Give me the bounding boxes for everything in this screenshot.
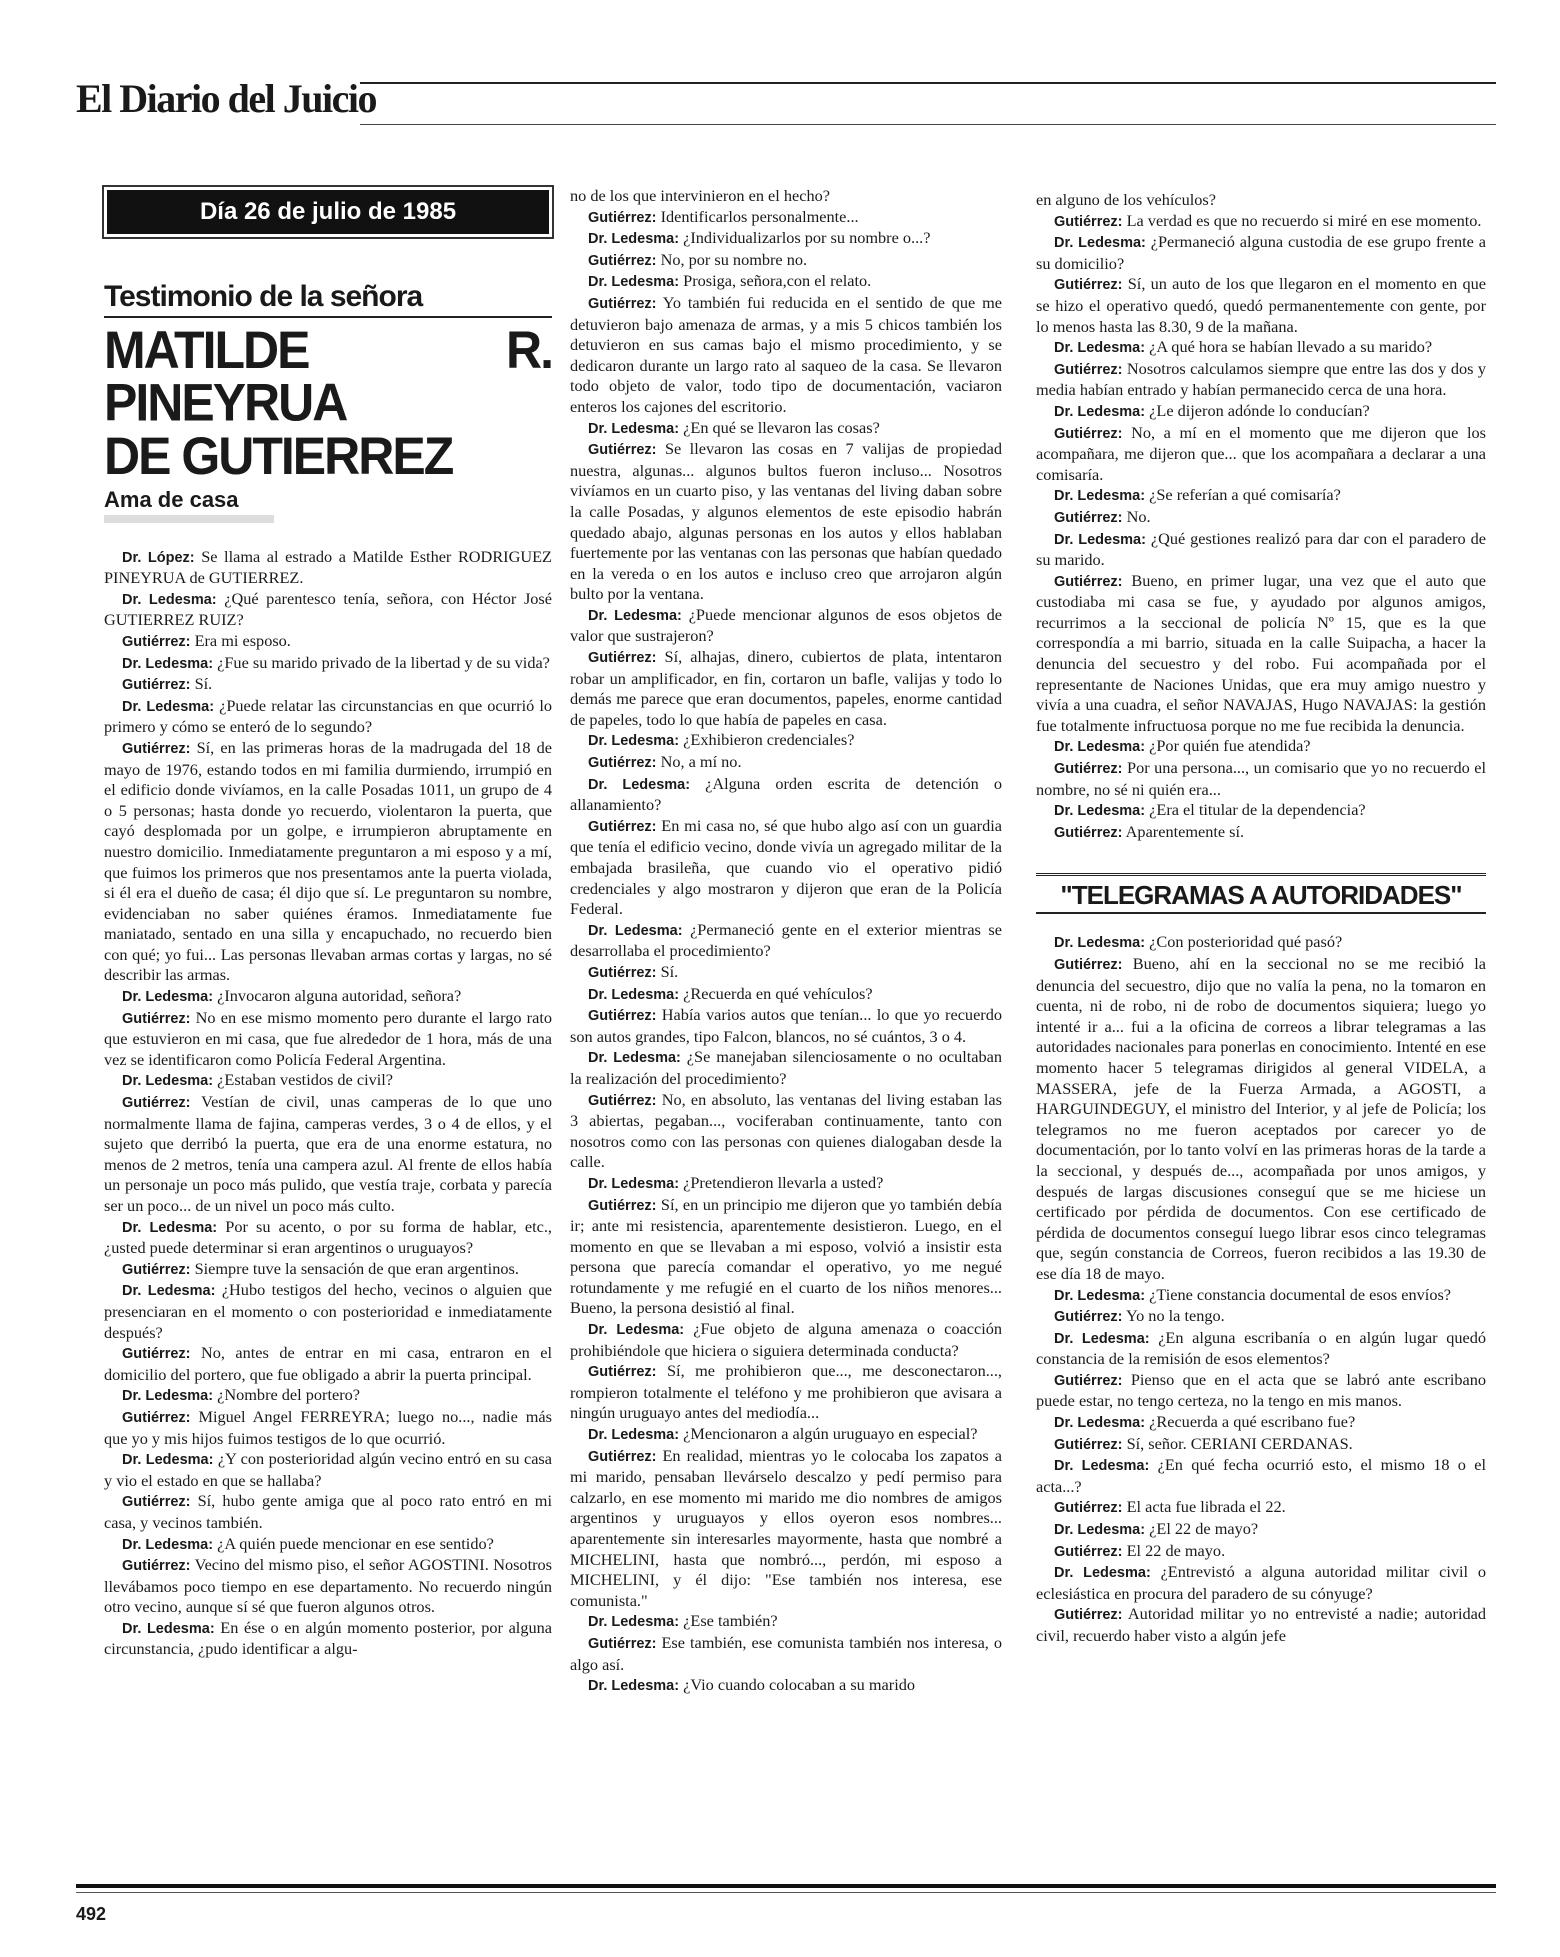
speech-text: Sí, señor. CERIANI CERDANAS.	[1122, 1433, 1353, 1453]
transcript-paragraph	[1036, 1604, 1486, 1646]
publication-title: El Diario del Juicio	[76, 76, 376, 121]
speech-text: ¿Por quién fue atendida?	[1145, 736, 1311, 756]
speech-text: ¿Pretendieron llevarla a usted?	[679, 1172, 884, 1192]
speaker-label: Gutiérrez:	[1054, 573, 1123, 590]
speaker-label: Gutiérrez:	[1054, 277, 1123, 294]
speech-text: No, antes de entrar en mi casa, entraron en el domicilio del portero, que fue obligado a abrir la puerta principal.	[104, 1343, 552, 1384]
speaker-label: Gutiérrez:	[1054, 509, 1123, 526]
transcript-paragraph	[104, 653, 552, 675]
speech-text: en alguno de los vehículos?	[1036, 190, 1216, 209]
transcript-paragraph	[570, 250, 1002, 272]
speaker-label: Gutiérrez:	[588, 755, 657, 772]
speaker-label: Dr. Ledesma:	[122, 1536, 214, 1553]
transcript-paragraph	[104, 1008, 552, 1071]
speaker-label: Dr. Ledesma:	[122, 989, 214, 1006]
section-heading: "TELEGRAMAS A AUTORIDADES"	[1036, 873, 1486, 914]
speaker-label: Gutiérrez:	[588, 1197, 657, 1214]
transcript-paragraph	[104, 1343, 552, 1385]
transcript-paragraph	[104, 1070, 552, 1092]
column-3	[1036, 190, 1486, 1647]
speaker-label: Dr. Ledesma:	[1054, 1415, 1146, 1432]
speaker-label: Gutiérrez:	[1054, 1500, 1123, 1517]
transcript-paragraph	[570, 1446, 1002, 1612]
speaker-label: Gutiérrez:	[1054, 1309, 1123, 1326]
transcript-paragraph	[1036, 337, 1486, 359]
headline-underbar	[104, 515, 274, 523]
transcript-paragraph	[104, 631, 552, 653]
speaker-label: Dr. Ledesma:	[1054, 403, 1146, 420]
speaker-label: Gutiérrez:	[122, 1494, 191, 1511]
speech-text: ¿Y con posterioridad algún vecino entró en su casa y vio el estado en que se hallaba?	[104, 1449, 552, 1490]
speech-text: No.	[1122, 506, 1151, 526]
transcript-paragraph	[570, 439, 1002, 605]
speech-text: ¿Puede mencionar algunos de esos objetos de valor que sustrajeron?	[570, 604, 1002, 646]
speaker-label: Dr. Ledesma:	[588, 1678, 680, 1695]
transcript-paragraph	[104, 696, 552, 738]
speaker-label: Dr. Ledesma:	[122, 591, 217, 608]
transcript-paragraph	[1036, 232, 1486, 274]
speech-text: ¿En alguna escribanía o en algún lugar quedó constancia de la remisión de esos elementos?	[1036, 1327, 1486, 1369]
transcript-col2	[570, 186, 1002, 1697]
transcript-paragraph	[1036, 401, 1486, 423]
transcript-paragraph	[570, 293, 1002, 418]
speaker-label: Dr. Ledesma:	[122, 1073, 214, 1090]
speech-text: ¿Le dijeron adónde lo conducían?	[1145, 400, 1370, 420]
speech-text: ¿Se manejaban silenciosamente o no ocultaban la realización del procedimiento?	[570, 1047, 1002, 1088]
transcript-paragraph	[1036, 485, 1486, 507]
speaker-label: Dr. Ledesma:	[1054, 1522, 1146, 1539]
speaker-label: Gutiérrez:	[1054, 1607, 1123, 1624]
speaker-label: Dr. Ledesma:	[1054, 1287, 1146, 1304]
transcript-paragraph	[1036, 190, 1486, 211]
speech-text: El acta fue librada el 22.	[1122, 1497, 1286, 1517]
speech-text: Ese también, ese comunista también nos interesa, o algo así.	[570, 1632, 1002, 1674]
transcript-paragraph	[1036, 1328, 1486, 1370]
transcript-paragraph	[1036, 954, 1486, 1285]
speaker-label: Dr. Ledesma:	[588, 733, 680, 750]
transcript-paragraph	[570, 1173, 1002, 1195]
speech-text: No, en absoluto, las ventanas del living estaban las 3 abiertas, pegaban..., vociferaban continuamente, tanto con nosotros como con las personas con quienes dialogaban desde la calle.	[570, 1089, 1002, 1172]
speech-text: En mi casa no, sé que hubo algo así con un guardia que tenía el edificio vecino, donde vivía un agregado militar de la embajada brasileña, que cuando vio el operativo pidió credenciales y algo mostraron y dijeron que eran de la Policía Federal.	[570, 815, 1002, 919]
speaker-label: Gutiérrez:	[1054, 824, 1123, 841]
speaker-label: Gutiérrez:	[588, 1635, 657, 1652]
transcript-paragraph	[570, 186, 1002, 207]
speech-text: Yo no la tengo.	[1122, 1306, 1225, 1326]
speaker-label: Gutiérrez:	[588, 1092, 657, 1109]
speech-text: Yo también fui reducida en el sentido de que me detuvieron bajo amenaza de armas, y a mis 5 chicos también los detuvieron en sus camas bajo el mismo procedimiento, y se dedicaron durante un largo rato al saqueo de la casa. Se llevaron todo objeto de valor, todo tipo de documentación, vaciaron enteros los cajones del escritorio.	[570, 292, 1002, 416]
transcript-paragraph	[1036, 211, 1486, 233]
transcript-paragraph	[570, 962, 1002, 984]
speech-text: ¿Invocaron alguna autoridad, señora?	[213, 986, 462, 1006]
speaker-label: Gutiérrez:	[1054, 957, 1123, 973]
speech-text: ¿Fue su marido privado de la libertad y de su vida?	[213, 652, 550, 672]
speaker-label: Dr. Ledesma:	[588, 986, 680, 1003]
column-2	[570, 186, 1002, 1697]
speaker-label: Dr. Ledesma:	[1054, 935, 1146, 952]
speech-text: ¿A qué hora se habían llevado a su marido?	[1145, 337, 1433, 357]
transcript-paragraph	[104, 547, 552, 589]
speaker-label: Dr. Ledesma:	[1054, 1330, 1150, 1347]
transcript-paragraph	[104, 1618, 552, 1660]
transcript-paragraph	[1036, 1285, 1486, 1307]
speech-text: ¿Recuerda a qué escribano fue?	[1145, 1412, 1356, 1432]
transcript-paragraph	[104, 1407, 552, 1449]
speaker-label: Gutiérrez:	[588, 442, 657, 459]
speaker-label: Gutiérrez:	[588, 252, 657, 269]
speech-text: no de los que intervinieron en el hecho?	[570, 186, 830, 205]
transcript-paragraph	[570, 1090, 1002, 1173]
footer-rule-thick	[76, 1884, 1496, 1888]
transcript-paragraph	[104, 1217, 552, 1259]
transcript-paragraph	[1036, 758, 1486, 800]
transcript-paragraph	[1036, 736, 1486, 758]
transcript-paragraph	[104, 1491, 552, 1533]
speech-text: Sí.	[190, 674, 213, 694]
speaker-label: Dr. Ledesma:	[588, 1427, 680, 1444]
speech-text: ¿A quién puede mencionar en ese sentido?	[213, 1533, 494, 1553]
speech-text: En realidad, mientras yo le colocaba los zapatos a mi marido, pensaban llevárselo descalzo y pedí permiso para calzarlo, en ese momento mi marido me dio nombres de amigos argentinos y uruguayos y ellos oyeron esos nombres... aparentemente sin interesarles mayormente, hasta que nombré a MICHELINI, hasta que nombró..., perdón, mi esposo a MICHELINI, y él dijo: "Ese también nos interesa, ese comunista."	[570, 1445, 1002, 1610]
transcript-paragraph	[104, 738, 552, 986]
speaker-label: Dr. Ledesma:	[588, 922, 683, 939]
speaker-label: Gutiérrez:	[122, 633, 191, 650]
transcript-paragraph	[104, 986, 552, 1008]
transcript-paragraph	[104, 1449, 552, 1491]
speech-text: Sí, me prohibieron que..., me desconectaron..., rompieron totalmente el teléfono y me prohibieron que avisara a ningún uruguayo antes del mediodía...	[570, 1361, 1002, 1423]
speaker-label: Gutiérrez:	[588, 964, 657, 981]
speaker-label: Dr. Ledesma:	[122, 655, 214, 672]
transcript-paragraph	[570, 1361, 1002, 1424]
transcript-paragraph	[570, 752, 1002, 774]
transcript-paragraph	[1036, 1519, 1486, 1541]
transcript-paragraph	[104, 1534, 552, 1556]
speech-text: ¿Tiene constancia documental de esos envíos?	[1145, 1284, 1452, 1304]
speech-text: ¿Estaban vestidos de civil?	[213, 1070, 394, 1090]
transcript-paragraph	[570, 1424, 1002, 1446]
transcript-paragraph	[1036, 1541, 1486, 1563]
speech-text: Bueno, en primer lugar, una vez que el auto que custodiaba mi casa se fue, y ayudado por algunos amigos, recurrimos a la seccional de policía Nº 15, que es la que correspondía a mi barrio, situada en la calle Suipacha, a hacer la denuncia del secuestro y del robo. Fui acompañada por el representante de Naciones Unidas, que era muy amigo nuestro y vivía a una cuadra, el señor NAVAJAS, Hugo NAVAJAS: la gestión fue totalmente infructuosa porque no me fue recibida la denuncia.	[1036, 570, 1486, 735]
transcript-paragraph	[104, 1385, 552, 1407]
speech-text: Aparentemente sí.	[1122, 821, 1245, 841]
transcript-paragraph	[1036, 1497, 1486, 1519]
transcript-paragraph	[104, 1555, 552, 1618]
speech-text: ¿Ese también?	[679, 1611, 778, 1631]
speaker-label: Gutiérrez:	[588, 209, 657, 226]
headline-kicker: Testimonio de la señora	[104, 280, 552, 318]
transcript-paragraph	[1036, 800, 1486, 822]
transcript-paragraph	[104, 1259, 552, 1281]
speaker-label: Gutiérrez:	[122, 1261, 191, 1278]
speech-text: En ése o en algún momento posterior, por alguna circunstancia, ¿pudo identificar a algu-	[104, 1617, 552, 1659]
speaker-label: Dr. Ledesma:	[588, 1175, 680, 1192]
speaker-label: Dr. Ledesma:	[122, 1219, 218, 1236]
speech-text: Era mi esposo.	[190, 630, 291, 650]
transcript-paragraph	[570, 647, 1002, 730]
speaker-label: Dr. Ledesma:	[588, 1050, 681, 1067]
speaker-label: Dr. Ledesma:	[1054, 531, 1146, 548]
transcript-paragraph	[1036, 571, 1486, 737]
speech-text: ¿Se referían a qué comisaría?	[1145, 485, 1341, 505]
speech-text: Sí.	[656, 961, 679, 981]
speaker-label: Dr. Ledesma:	[122, 698, 215, 715]
speaker-label: Gutiérrez:	[122, 1409, 191, 1426]
speech-text: Se llama al estrado a Matilde Esther RODRIGUEZ PINEYRUA de GUTIERREZ.	[104, 546, 553, 588]
transcript-paragraph	[570, 1047, 1002, 1089]
transcript-paragraph	[570, 605, 1002, 647]
speech-text: ¿Recuerda en qué vehículos?	[679, 983, 873, 1003]
footer-rule-thin	[76, 1892, 1496, 1893]
transcript-paragraph	[570, 730, 1002, 752]
transcript-paragraph	[104, 1280, 552, 1343]
transcript-paragraph	[1036, 423, 1486, 486]
masthead	[76, 72, 1496, 134]
speech-text: Autoridad militar yo no entrevisté a nadie; autoridad civil, recuerdo haber visto a algún jefe	[1036, 1604, 1486, 1645]
speech-text: Nosotros calculamos siempre que entre las dos y dos y media habían entrado y habían permanecido cerca de una hora.	[1036, 358, 1486, 400]
speaker-label: Dr. Ledesma:	[588, 776, 691, 793]
speaker-label: Gutiérrez:	[588, 650, 657, 667]
speech-text: ¿Mencionaron a algún uruguayo en especial?	[679, 1424, 978, 1444]
speech-text: Por una persona..., un comisario que yo no recuerdo el nombre, no sé ni quién era...	[1036, 758, 1486, 799]
speaker-label: Gutiérrez:	[588, 1364, 657, 1381]
speech-text: No, a mí en el momento que me dijeron que los acompañara, me dijeron que... que los acompañara a declarar a una comisaría.	[1036, 422, 1486, 484]
speaker-label: Dr. Ledesma:	[1054, 739, 1146, 756]
speech-text: No en ese mismo momento pero durante el largo rato que estuvieron en mi casa, que fue alrededor de 1 hora, más de una vez se identificaron como Policía Federal Argentina.	[104, 1007, 552, 1069]
transcript-paragraph	[1036, 822, 1486, 844]
speaker-label: Dr. Ledesma:	[588, 231, 680, 248]
transcript-paragraph	[570, 1195, 1002, 1320]
speaker-label: Gutiérrez:	[122, 1346, 191, 1363]
transcript-paragraph	[1036, 1370, 1486, 1412]
speaker-label: Dr. Ledesma:	[122, 1283, 216, 1300]
speech-text: ¿Qué gestiones realizó para dar con el paradero de su marido.	[1036, 528, 1486, 570]
speaker-label: Dr. Ledesma:	[588, 1322, 685, 1339]
speech-text: Bueno, ahí en la seccional no se me recibió la denuncia del secuestro, dijo que no valía la pena, no la tomaron en cuenta, ni de robo, ni de robo de documentos siquiera; luego yo intenté ir a... fui a la oficina de correos a librar telegramas a las autoridades nacionales para ponerlas en conocimiento. Intenté en ese momento hacer 5 telegramas dirigidos al general VIDELA, a MASSERA, jefe de la Fuerza Armada, a AGOSTI, a HARGUINDEGUY, el ministro del Interior, y al jefe de Policía; los telegramos no me fueron aceptados por carecer yo de documentación, por lo tanto volví en las primeras horas de la tarde a la seccional, y después de..., acompañada por unos amigos, y después de largas discusiones conseguí que se me hiciese un certificado por pérdida de documentos. Con ese certificado de pérdida de documentos conseguí luego librar esos cinco telegramas que, según constancia de Correos, fueron recibidos a las 19.30 de ese día 18 de mayo.	[1036, 954, 1486, 1283]
speech-text: La verdad es que no recuerdo si miré en ese momento.	[1122, 210, 1482, 230]
speaker-label: Dr. Ledesma:	[1054, 340, 1146, 357]
speaker-label: Gutiérrez:	[122, 1558, 191, 1575]
speaker-label: Gutiérrez:	[588, 295, 657, 312]
speech-text: Vecino del mismo piso, el señor AGOSTINI. Nosotros llevábamos poco tiempo en ese departamento. No recuerdo ningún otro vecino, aunque sí sé que fueron algunos otros.	[104, 1555, 552, 1617]
speaker-label: Gutiérrez:	[588, 1448, 657, 1465]
speaker-label: Dr. Ledesma:	[1054, 488, 1146, 505]
transcript-paragraph	[1036, 507, 1486, 529]
masthead-rule-top	[360, 82, 1496, 84]
page-number: 492	[76, 1904, 107, 1924]
speech-text: Sí, en un principio me dijeron que yo también debía ir; ante mi resistencia, aparentemente desistieron. Luego, en el momento en que se llevaban a mi esposo, volvió a insistir esta persona que parecía comandar el operativo, yo me negué rotundamente y me refugié en el cuarto de los niños menores... Bueno, la persona desistió al final.	[570, 1194, 1002, 1318]
transcript-paragraph	[570, 1005, 1002, 1047]
speech-text: Por su acento, o por su forma de hablar, etc., ¿usted puede determinar si eran argentinos o uruguayos?	[104, 1216, 552, 1258]
speech-text: Sí, hubo gente amiga que al poco rato entró en mi casa, y vecinos también.	[104, 1491, 552, 1532]
date-banner: Día 26 de julio de 1985	[107, 190, 549, 234]
speech-text: ¿Permaneció alguna custodia de ese grupo frente a su domicilio?	[1036, 232, 1486, 273]
speech-text: ¿Qué parentesco tenía, señora, con Héctor José GUTIERREZ RUIZ?	[104, 588, 552, 630]
transcript-paragraph	[1036, 1306, 1486, 1328]
speaker-label: Dr. Ledesma:	[588, 607, 682, 624]
transcript-paragraph	[570, 271, 1002, 293]
speech-text: ¿Alguna orden escrita de detención o allanamiento?	[570, 773, 1002, 815]
speech-text: No, a mí no.	[656, 752, 742, 772]
speaker-label: Gutiérrez:	[1054, 761, 1123, 778]
speech-text: ¿Vio cuando colocaban a su marido	[679, 1675, 915, 1695]
speech-text: Sí, en las primeras horas de la madrugada del 18 de mayo de 1976, estando todos en mi familia durmiendo, irrumpió en el edificio donde vivíamos, en la calle Posadas 1011, un grupo de 4 o 5 personas; hasta donde yo recuerdo, violentaron la puerta, que cayó desplomada por un golpe, e irrumpieron abruptamente en nuestro domicilio. Inmediatamente preguntaron a mi esposo y a mí, que fuimos los primeros que nos presentamos ante la puerta violada, si él era el dueño de casa; él dijo que sí. Le preguntaron su nombre, evidenciaban no saber quiénes éramos. Inmediatamente fue maniatado, sentado en una silla y encapuchado, no recuerdo bien con qué; yo fui... Las personas llevaban armas cortas y largas, no sé describir las armas.	[104, 737, 552, 985]
speaker-label: Dr. Ledesma:	[122, 1620, 215, 1637]
speaker-label: Gutiérrez:	[1054, 425, 1123, 442]
speaker-label: Dr. Ledesma:	[1054, 1458, 1150, 1475]
transcript-paragraph	[1036, 274, 1486, 337]
transcript-paragraph	[570, 1675, 1002, 1697]
transcript-paragraph	[104, 674, 552, 696]
speaker-label: Dr. Ledesma:	[1054, 235, 1146, 252]
transcript-col3b	[1036, 932, 1486, 1646]
transcript-col1	[104, 547, 552, 1660]
column-1	[104, 186, 552, 1660]
speaker-label: Gutiérrez:	[588, 1008, 657, 1025]
speaker-label: Gutiérrez:	[1054, 361, 1123, 378]
transcript-paragraph	[570, 1633, 1002, 1675]
transcript-paragraph	[1036, 359, 1486, 401]
speech-text: El 22 de mayo.	[1122, 1540, 1226, 1560]
transcript-paragraph	[570, 1319, 1002, 1361]
speech-text: ¿En qué fecha ocurrió esto, el mismo 18 o el acta...?	[1036, 1455, 1486, 1496]
speech-text: ¿Puede relatar las circunstancias en que ocurrió lo primero y cómo se enteró de lo segundo?	[104, 695, 552, 737]
speech-text: ¿Hubo testigos del hecho, vecinos o alguien que presenciaran en el momento o con posterioridad e inmediatamente después?	[104, 1280, 552, 1342]
speech-text: Sí, alhajas, dinero, cubiertos de plata, intentaron robar un amplificador, en fin, cortaron un bafle, valijas y todo lo demás me parece que eran documentos, papeles, enorme cantidad de papeles, todo lo que había de papeles en casa.	[570, 647, 1002, 729]
speaker-label: Dr. López:	[122, 549, 195, 566]
speaker-label: Gutiérrez:	[1054, 1436, 1123, 1453]
speaker-label: Dr. Ledesma:	[1054, 803, 1146, 820]
speaker-label: Dr. Ledesma:	[122, 1452, 214, 1469]
speech-text: ¿En qué se llevaron las cosas?	[679, 417, 880, 437]
transcript-paragraph	[570, 920, 1002, 962]
transcript-paragraph	[1036, 529, 1486, 571]
speaker-label: Gutiérrez:	[1054, 1543, 1123, 1560]
headline-name-line1: MATILDE R. PINEYRUA	[104, 320, 552, 433]
transcript-paragraph	[570, 228, 1002, 250]
masthead-rule-bottom	[360, 124, 1496, 125]
speech-text: Había varios autos que tenían... lo que yo recuerdo son autos grandes, tipo Falcon, blancos, no sé cuántos, 3 o 4.	[570, 1005, 1002, 1046]
transcript-paragraph	[570, 774, 1002, 816]
speech-text: ¿Permaneció gente en el exterior mientras se desarrollaba el procedimiento?	[570, 919, 1002, 961]
speaker-label: Gutiérrez:	[122, 1095, 191, 1112]
transcript-paragraph	[1036, 1562, 1486, 1604]
transcript-paragraph	[1036, 1412, 1486, 1434]
speech-text: ¿Exhibieron credenciales?	[679, 730, 855, 750]
speech-text: ¿Individualizarlos por su nombre o...?	[679, 228, 931, 248]
speech-text: Identificarlos personalmente...	[656, 206, 859, 226]
speaker-label: Gutiérrez:	[122, 1010, 191, 1027]
transcript-paragraph	[570, 1611, 1002, 1633]
speech-text: ¿El 22 de mayo?	[1145, 1519, 1259, 1539]
transcript-paragraph	[1036, 932, 1486, 954]
transcript-paragraph	[570, 207, 1002, 229]
speech-text: Siempre tuve la sensación de que eran argentinos.	[190, 1258, 519, 1278]
speaker-label: Dr. Ledesma:	[588, 1614, 680, 1631]
speech-text: Miguel Angel FERREYRA; luego no..., nadie más que yo y mis hijos fuimos testigos de lo que ocurrió.	[104, 1406, 552, 1448]
transcript-paragraph	[1036, 1434, 1486, 1456]
speaker-label: Gutiérrez:	[588, 818, 657, 835]
speaker-label: Dr. Ledesma:	[1054, 1565, 1151, 1582]
speaker-label: Gutiérrez:	[1054, 213, 1123, 230]
speech-text: No, por su nombre no.	[656, 249, 808, 269]
transcript-col3a	[1036, 190, 1486, 843]
speaker-label: Dr. Ledesma:	[588, 274, 680, 291]
headline-occupation: Ama de casa	[104, 487, 239, 512]
speaker-label: Gutiérrez:	[122, 740, 191, 757]
headline-name-line2: DE GUTIERREZ	[104, 426, 453, 486]
speech-text: ¿Nombre del portero?	[213, 1385, 360, 1405]
speech-text: Pienso que en el acta que se labró ante escribano puede estar, no tengo certeza, no la tengo en mis manos.	[1036, 1369, 1486, 1411]
speaker-label: Dr. Ledesma:	[588, 420, 680, 437]
speech-text: ¿Entrevistó a alguna autoridad militar civil o eclesiástica en procura del paradero de su cónyuge?	[1036, 1562, 1486, 1603]
transcript-paragraph	[104, 1092, 552, 1217]
speech-text: ¿Con posterioridad qué pasó?	[1145, 932, 1343, 952]
speech-text: ¿Fue objeto de alguna amenaza o coacción prohibiéndole que hiciera o siguiera determinada conducta?	[570, 1319, 1002, 1360]
transcript-paragraph	[104, 589, 552, 631]
speech-text: Se llevaron las cosas en 7 valijas de propiedad nuestra, algunas... algunos bultos fueron incluso... Nosotros vivíamos en un cuarto piso, y las ventanas del living daban sobre la calle Posadas, y algunos elementos de este episodio habrán quedado abajo, algunas personas en los autos y ellos hablaban fuertemente por las ventanas con las personas que habían quedado en la vereda o en los autos e incluso creo que arrojaron algún bulto por la ventana.	[570, 439, 1002, 604]
transcript-paragraph	[570, 418, 1002, 440]
transcript-paragraph	[570, 984, 1002, 1006]
transcript-paragraph	[570, 816, 1002, 920]
speech-text: ¿Era el titular de la dependencia?	[1145, 800, 1366, 820]
transcript-paragraph	[1036, 1455, 1486, 1497]
speaker-label: Dr. Ledesma:	[122, 1388, 214, 1405]
speech-text: Prosiga, señora,con el relato.	[679, 271, 872, 291]
speaker-label: Gutiérrez:	[122, 677, 191, 694]
speech-text: Sí, un auto de los que llegaron en el momento en que se hizo el operativo quedó, quedó permanentemente con gente, por lo menos hasta las 8.30, 9 de la mañana.	[1036, 274, 1486, 336]
speech-text: Vestían de civil, unas camperas de lo que uno normalmente llama de fajina, camperas verdes, 3 o 4 de ellos, y el sujeto que derribó la puerta, que era de una enorme estatura, no menos de 2 metros, tenía una campera azul. Al frente de ellos había un personaje un poco más pulido, que vestía traje, corbata y parecía ser un poco... de un nivel un poco más culto.	[104, 1092, 552, 1215]
speaker-label: Gutiérrez:	[1054, 1372, 1123, 1389]
